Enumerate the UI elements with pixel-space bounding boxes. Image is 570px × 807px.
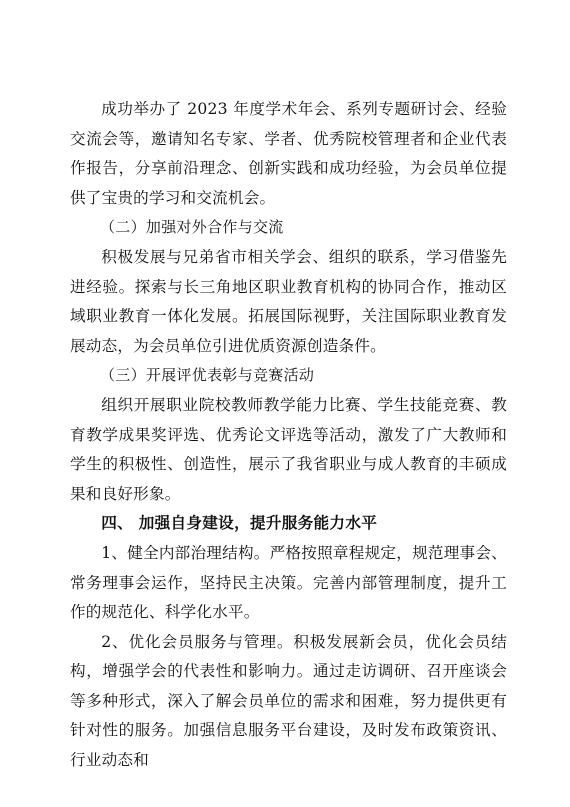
section-subheading: （二）加强对外合作与交流 xyxy=(100,218,284,237)
section-subheading: （三）开展评优表彰与竞赛活动 xyxy=(100,366,315,385)
section-heading: 四、 加强自身建设，提升服务能力水平 xyxy=(101,514,378,533)
body-paragraph: 积极发展与兄弟省市相关学会、组织的联系，学习借鉴先进经验。探索与长三角地区职业教育机构的协同合作，推动区域职业教育一体化发展。拓展国际视野，关注国际职业教育发展动态，为会员单位引进优质资源创造条件。 xyxy=(70,247,507,355)
body-paragraph: 1、健全内部治理结构。严格按照章程规定，规范理事会、常务理事会运作，坚持民主决策。完善内部管理制度，提升工作的规范化、科学化水平。 xyxy=(70,543,507,622)
body-paragraph: 成功举办了 2023 年度学术年会、系列专题研讨会、经验交流会等，邀请知名专家、学者、优秀院校管理者和企业代表作报告，分享前沿理念、创新实践和成功经验，为会员单位提供了宝贵的学习和交流机会。 xyxy=(70,100,507,207)
document-body xyxy=(70,95,507,776)
body-paragraph: 组织开展职业院校教师教学能力比赛、学生技能竞赛、教育教学成果奖评选、优秀论文评选等活动，激发了广大教师和学生的积极性、创造性，展示了我省职业与成人教育的丰硕成果和良好形象。 xyxy=(70,395,507,503)
body-paragraph: 2、优化会员服务与管理。积极发展新会员，优化会员结构，增强学会的代表性和影响力。通过走访调研、召开座谈会等多种形式，深入了解会员单位的需求和困难，努力提供更有针对性的服务。加强信息服务平台建设，及时发布政策资讯、行业动态和 xyxy=(70,632,507,770)
